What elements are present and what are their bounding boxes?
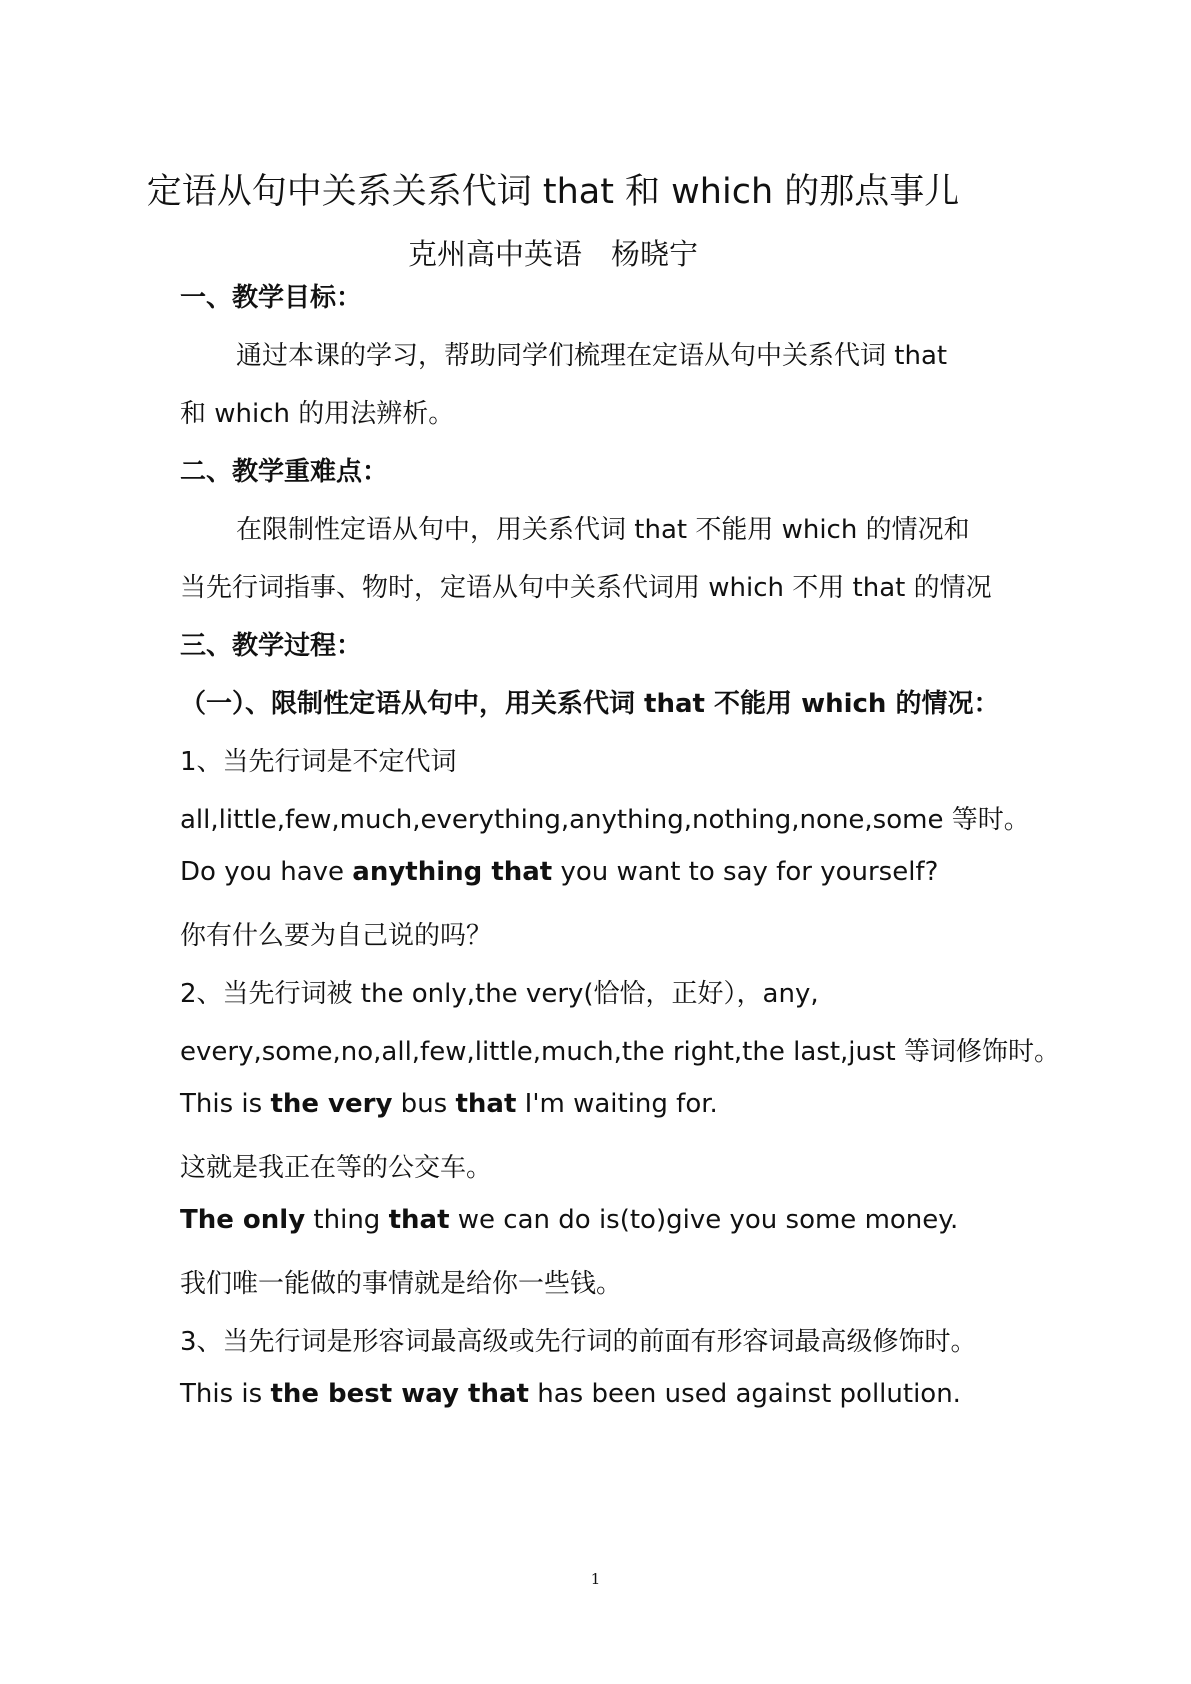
rule2-example-1	[180, 1089, 718, 1119]
difficulty-heading: 二、教学重难点：	[180, 457, 389, 487]
example-emphasis: the very	[270, 1089, 393, 1119]
page-number: 1	[590, 1570, 601, 1588]
example-emphasis: that	[455, 1089, 517, 1119]
rule2-translation-1: 这就是我正在等的公交车。	[180, 1153, 493, 1183]
document-title: 定语从句中关系关系代词 that 和 which 的那点事儿	[146, 172, 960, 212]
example-text: I'm waiting for.	[516, 1089, 718, 1119]
process-heading: 三、教学过程：	[180, 631, 363, 661]
example-text: you want to say for yourself?	[552, 857, 939, 887]
goal-text-line-2: 和 which 的用法辨析。	[180, 399, 455, 429]
rule1-example	[180, 857, 938, 887]
example-text: Do you have	[180, 857, 353, 887]
difficulty-text-line-1: 在限制性定语从句中，用关系代词 that 不能用 which 的情况和	[236, 515, 970, 545]
rule3-line-1: 3、当先行词是形容词最高级或先行词的前面有形容词最高级修饰时。	[180, 1327, 977, 1357]
rule2-line-1: 2、当先行词被 the only,the very(恰恰，正好），any,	[180, 979, 819, 1009]
sub-heading: （一）、限制性定语从句中，用关系代词 that 不能用 which 的情况：	[180, 689, 1000, 719]
example-emphasis: that	[388, 1205, 450, 1235]
rule2-example-2	[180, 1205, 958, 1235]
example-text: thing	[305, 1205, 389, 1235]
example-emphasis: The only	[180, 1205, 306, 1235]
rule3-example	[180, 1379, 961, 1409]
rule1-line-2: all,little,few,much,everything,anything,nothing,none,some 等时。	[180, 805, 1030, 835]
rule2-translation-2: 我们唯一能做的事情就是给你一些钱。	[180, 1269, 623, 1299]
example-emphasis: the best way that	[270, 1379, 529, 1409]
author-line: 克州高中英语 杨晓宁	[407, 237, 698, 271]
difficulty-text-line-2: 当先行词指事、物时，定语从句中关系代词用 which 不用 that 的情况	[180, 573, 992, 603]
rule1-translation: 你有什么要为自己说的吗？	[180, 921, 493, 951]
example-text: This is	[180, 1379, 271, 1409]
example-text: we can do is(to)give you some money.	[449, 1205, 959, 1235]
example-text: This is	[180, 1089, 271, 1119]
example-text: bus	[392, 1089, 456, 1119]
goal-heading: 一、教学目标：	[180, 283, 363, 313]
example-text: has been used against pollution.	[528, 1379, 961, 1409]
rule2-line-2: every,some,no,all,few,little,much,the right,the last,just 等词修饰时。	[180, 1037, 1060, 1067]
goal-text-line-1: 通过本课的学习，帮助同学们梳理在定语从句中关系代词 that	[236, 341, 948, 371]
example-emphasis: anything that	[352, 857, 553, 887]
rule1-line-1: 1、当先行词是不定代词	[180, 747, 457, 777]
